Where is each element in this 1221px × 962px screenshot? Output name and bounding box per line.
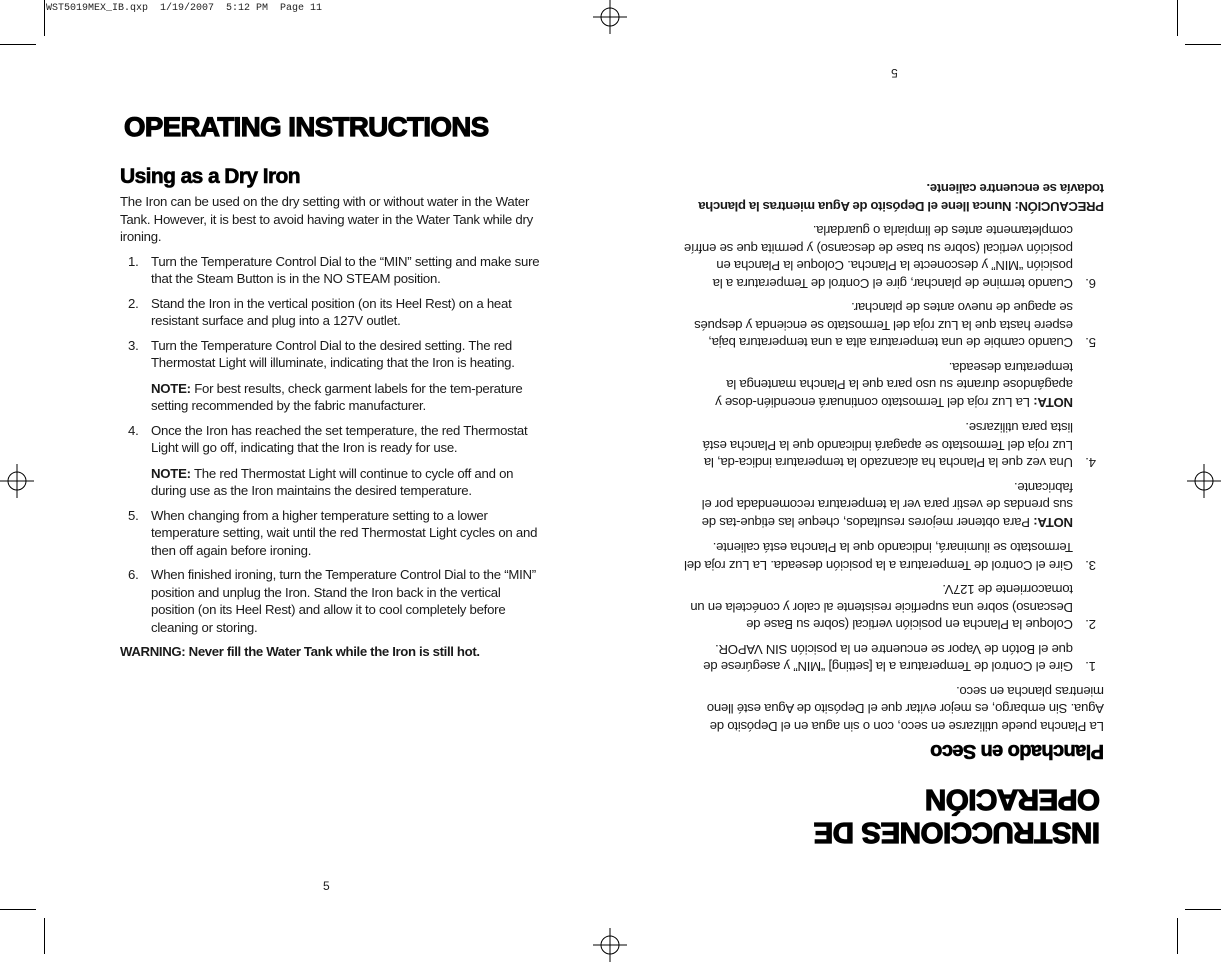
list-item: 4. Una vez que la Plancha ha alcanzado la temperatura indica-da, la Luz roja del Termostato se apagará indicando que la Plancha está lista para utilizarse. NOTA: La Luz roja del Termostato continuará encendién-dose y apagándose durante su uso para que la Plancha mantenga la temperatura deseada. [684, 359, 1104, 472]
list-item: 2. Coloque la Plancha en posición vertical (sobre su Base de Descanso) sobre una superficie resistente al calor y conéctela en un tomacorriente de 127V. [690, 582, 1096, 633]
crop-mark [1177, 918, 1178, 954]
note: NOTA: Para obtener mejores resultados, cheque las etique-tas de sus prendas de vestir para ver la temperatura recomendada por el fabricante. [701, 480, 1073, 530]
intro-paragraph: La Plancha puede utilizarse en seco, con o sin agua en el Depósito de Agua. Sin embargo, es mejor evitar que el Depósito de Agua esté lleno mientras plancha en seco. [707, 684, 1104, 734]
list-item: 1. Turn the Temperature Control Dial to the “MIN” setting and make sure that the Steam Button is in the NO STEAM position. [128, 253, 540, 286]
crop-mark [0, 44, 36, 45]
crop-mark [0, 909, 36, 910]
crop-mark [1185, 44, 1221, 45]
note: NOTE: The red Thermostat Light will continue to cycle off and on during use as the Iron maintains the desired temperature. [151, 465, 514, 498]
instruction-list [684, 222, 1104, 676]
section-heading: Planchado en Seco [930, 740, 1104, 762]
list-item: 5. Cuando cambie de una temperatura alta a una temperatura baja, espere hasta que la Luz roja del Termostato se encienda y después se apague de nuevo antes de planchar. [694, 300, 1096, 351]
page-number: 5 [323, 879, 330, 893]
crop-mark [44, 0, 45, 36]
crop-mark [1185, 909, 1221, 910]
list-item: 2. Stand the Iron in the vertical position (on its Heel Rest) on a heat resistant surface and plug into a 127V outlet. [128, 295, 512, 328]
registration-mark-icon [0, 464, 34, 498]
list-item: 3. Gire el Control de Temperatura a la posición deseada. La Luz roja del Termostato se iluminará, indicando que la Plancha está caliente. NOTA: Para obtener mejores resultados, cheque las etique-tas de sus prendas de vestir para ver la temperatura recomendada por el fabricante. [684, 480, 1096, 573]
crop-mark [1177, 0, 1178, 36]
page-title: INSTRUCCIONES DE OPERACIÓN [813, 783, 1100, 848]
section-heading: Using as a Dry Iron [120, 165, 300, 188]
list-item: 5. When changing from a higher temperature setting to a lower temperature setting, wait until the red Thermostat Light cycles on and then off again before ironing. [128, 507, 538, 558]
spanish-page [684, 148, 1104, 848]
instruction-list [120, 253, 540, 637]
intro-paragraph: The Iron can be used on the dry setting with or without water in the Water Tank. However, it is best to avoid having water in the Water Tank while dry ironing. [120, 194, 533, 244]
english-page [120, 112, 540, 661]
warning-text: WARNING: Never fill the Water Tank while the Iron is still hot. [120, 644, 480, 659]
list-item: 6. Cuando termine de planchar, gire el Control de Temperatura a la posición “MIN” y desconecte la Plancha. Coloque la Plancha en posición vertical (sobre su base de descanso) y permita que se enfríe completamente antes de limpiarla o guardarla. [684, 223, 1096, 291]
registration-mark-icon [593, 928, 627, 962]
page-title: OPERATING INSTRUCTIONS [124, 112, 489, 142]
warning-text: PRECAUCIÓN: Nunca llene el Depósito de Agua mientras la plancha todavía se encuentre caliente. [698, 181, 1104, 214]
note: NOTA: La Luz roja del Termostato continuará encendién-dose y apagándose durante su uso para que la Plancha mantenga la temperatura deseada. [715, 360, 1073, 410]
note: NOTE: For best results, check garment labels for the tem-perature setting recommended by the fabric manufacturer. [151, 380, 523, 413]
list-item: 6. When finished ironing, turn the Temperature Control Dial to the “MIN” position and unplug the Iron. Stand the Iron back in the vertical position (on its Heel Rest) and allow it to cool completely before cleaning or storing. [128, 567, 536, 635]
registration-mark-icon [593, 0, 627, 34]
crop-mark [44, 918, 45, 954]
list-item: 3. Turn the Temperature Control Dial to the desired setting. The red Thermostat Light will illuminate, indicating that the Iron is heating. NOTE: For best results, check garment labels for the tem-perature setting recommended by the fabric manufacturer. [120, 337, 540, 415]
page-number: 5 [891, 66, 898, 80]
registration-mark-icon [1187, 464, 1221, 498]
printer-slug: WST5019MEX_IB.qxp 1/19/2007 5:12 PM Page 11 [46, 3, 323, 14]
list-item: 4. Once the Iron has reached the set temperature, the red Thermostat Light will go off, indicating that the Iron is ready for use. NOTE: The red Thermostat Light will continue to cycle off and on during use as the Iron maintains the desired temperature. [120, 422, 540, 500]
list-item: 1. Gire el Control de Temperatura a la [setting] “MIN” y asegúrese de que el Botón de Vapor se encuentre en la posición SIN VAPOR. [703, 642, 1096, 675]
